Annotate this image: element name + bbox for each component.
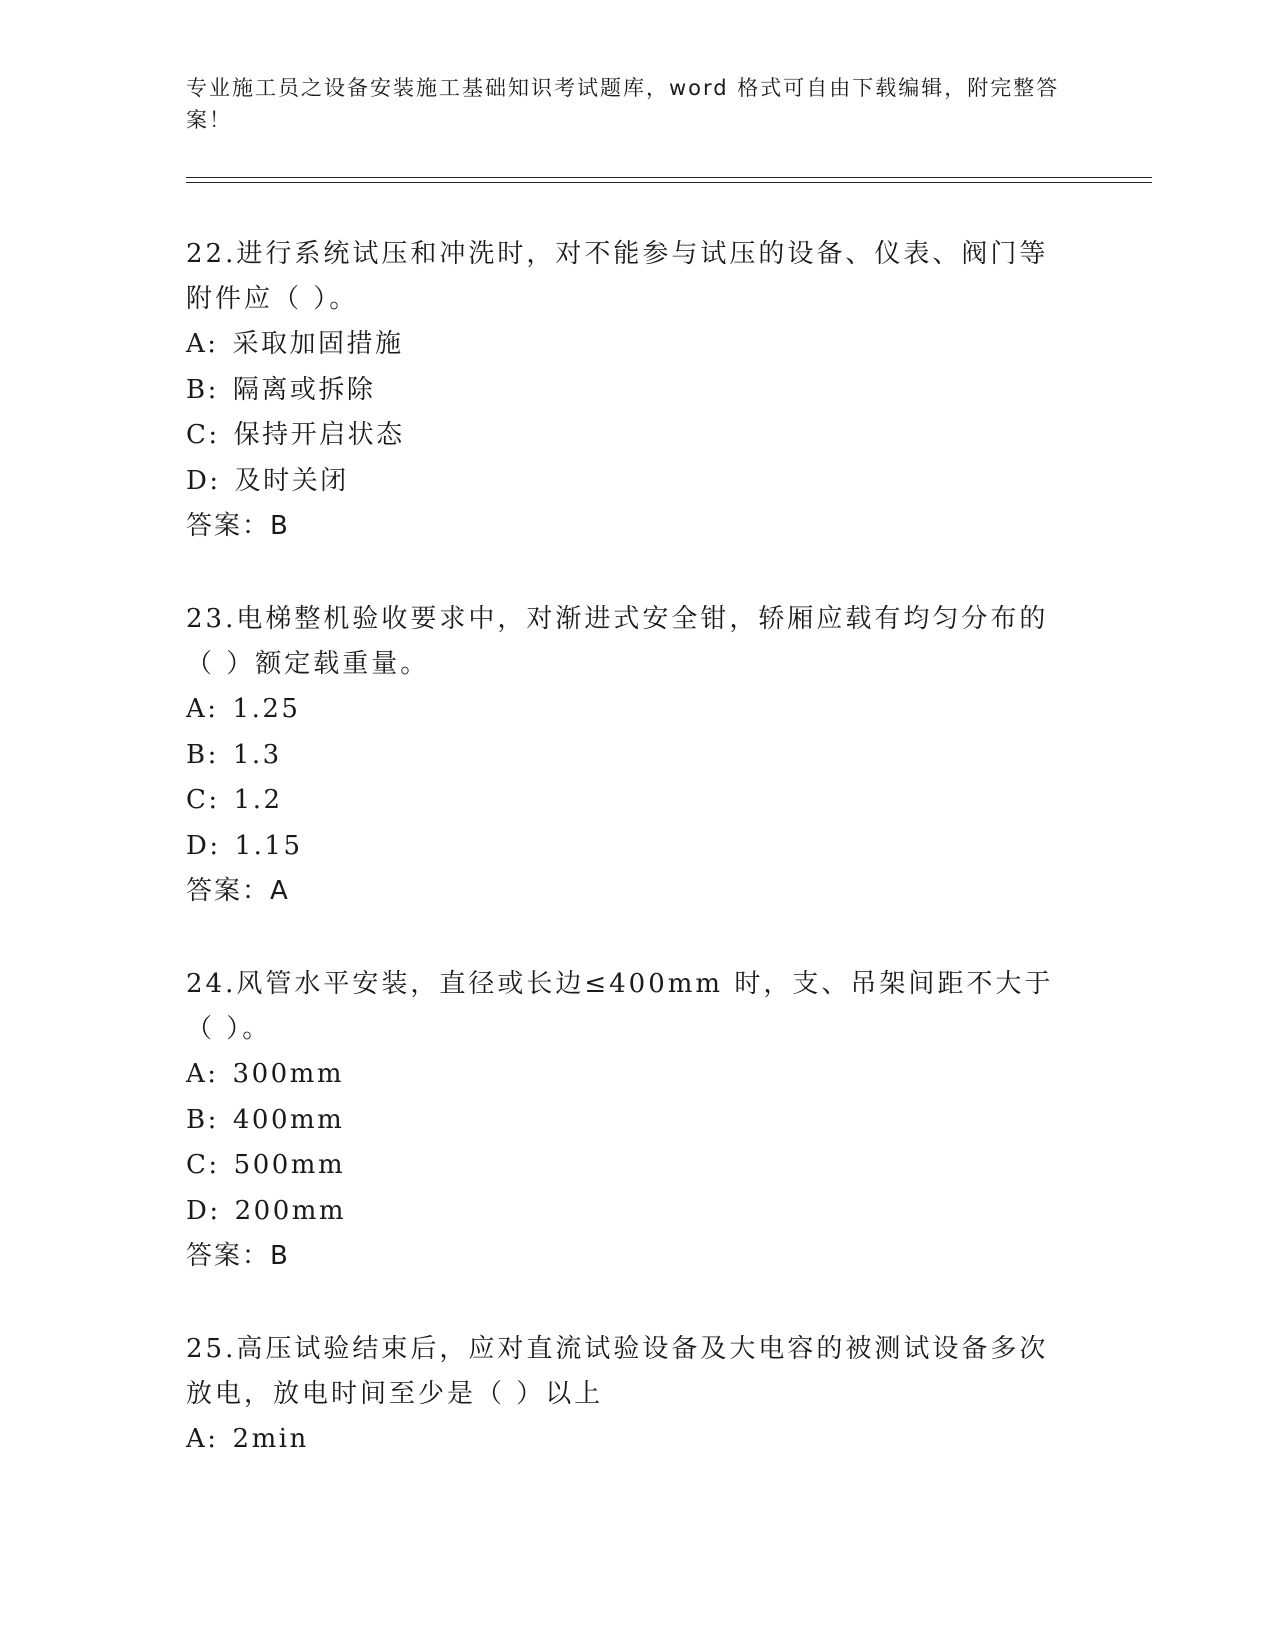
option-a: A: 300mm (186, 1059, 344, 1089)
answer-line: 答案：A (186, 876, 290, 906)
question-23 (186, 597, 1066, 915)
option-a: A: 采取加固措施 (186, 329, 404, 359)
option-d: D: 及时关闭 (186, 465, 349, 496)
option-c: C: 保持开启状态 (186, 420, 405, 450)
answer-line: 答案：B (186, 1241, 290, 1271)
option-b: B: 400mm (186, 1104, 345, 1135)
header-divider-top (186, 177, 1152, 178)
option-text: 400mm (232, 1104, 345, 1135)
question-stem: 23.电梯整机验收要求中，对渐进式安全钳，轿厢应载有均匀分布的（ ）额定载重量。 (186, 604, 1049, 679)
question-stem: 24.风管水平安装，直径或长边≤400mm 时，支、吊架间距不大于（ ）。 (186, 969, 1054, 1044)
option-c: C: 1.2 (186, 785, 283, 815)
question-24 (186, 962, 1066, 1280)
option-a: A: 1.25 (186, 694, 301, 724)
question-22 (186, 232, 1066, 550)
answer-line: 答案：B (186, 511, 290, 541)
option-text: 及时关闭 (234, 465, 349, 496)
option-text: 隔离或拆除 (232, 374, 376, 405)
question-25 (186, 1327, 1066, 1463)
option-text: 1.25 (232, 694, 301, 724)
option-b: B: 1.3 (186, 739, 282, 770)
option-text: 300mm (232, 1059, 344, 1089)
option-d: D: 1.15 (186, 830, 303, 861)
option-a: A: 2min (186, 1424, 309, 1454)
option-text: 1.3 (232, 739, 282, 770)
question-stem: 25.高压试验结束后，应对直流试验设备及大电容的被测试设备多次放电，放电时间至少是（ ）以上 (186, 1334, 1049, 1409)
option-text: 2min (232, 1424, 309, 1454)
document-header: 专业施工员之设备安装施工基础知识考试题库，word 格式可自由下载编辑，附完整答案！ (186, 76, 1060, 132)
option-text: 保持开启状态 (233, 420, 405, 450)
option-text: 200mm (234, 1195, 347, 1226)
option-b: B: 隔离或拆除 (186, 374, 376, 405)
option-text: 500mm (233, 1150, 346, 1180)
option-text: 1.15 (234, 830, 303, 861)
option-text: 1.2 (233, 785, 283, 815)
option-text: 采取加固措施 (232, 329, 404, 359)
header-divider-bottom (186, 182, 1152, 183)
option-d: D: 200mm (186, 1195, 347, 1226)
question-stem: 22.进行系统试压和冲洗时，对不能参与试压的设备、仪表、阀门等附件应（ ）。 (186, 239, 1049, 314)
option-c: C: 500mm (186, 1150, 346, 1180)
